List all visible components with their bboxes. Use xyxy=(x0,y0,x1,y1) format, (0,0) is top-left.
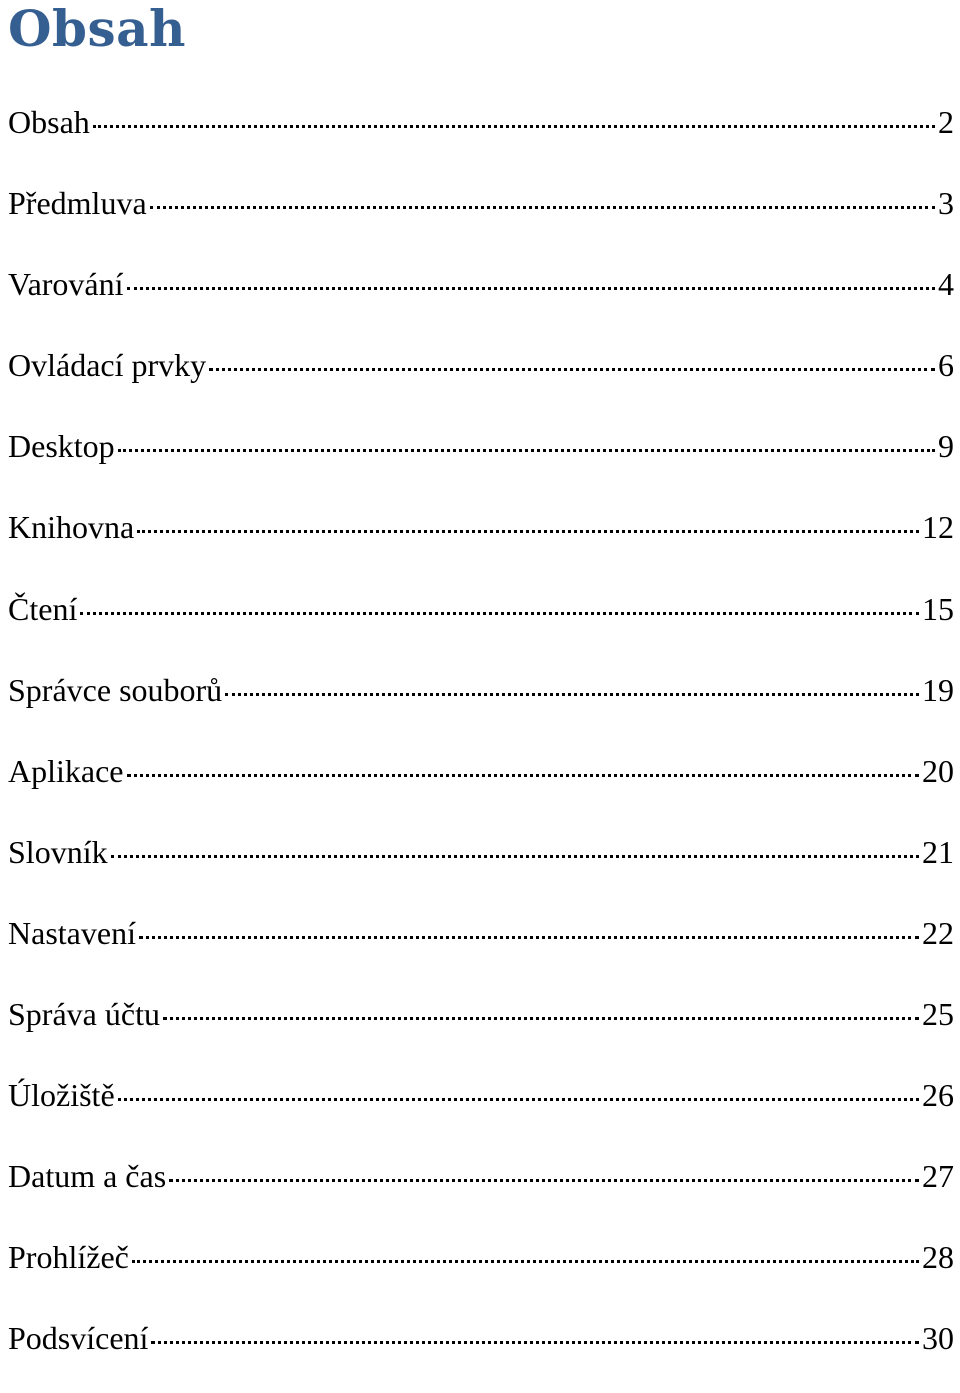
toc-entry-page: 30 xyxy=(922,1320,954,1357)
toc-dot-leader xyxy=(80,612,919,615)
toc-dot-leader xyxy=(118,449,935,452)
toc-entry[interactable] xyxy=(8,176,954,257)
toc-entry-title: Ovládací prvky xyxy=(8,347,207,384)
toc-dot-leader xyxy=(127,287,935,290)
toc-entry-page: 9 xyxy=(938,428,954,465)
toc-entry-title: Úložiště xyxy=(8,1077,115,1114)
toc-entry-title: Datum a čas xyxy=(8,1158,167,1195)
toc-entry[interactable] xyxy=(8,825,954,906)
toc-entry[interactable] xyxy=(8,744,954,825)
page-title: Obsah xyxy=(8,0,186,58)
toc-dot-leader xyxy=(150,206,935,209)
toc-entry-title: Prohlížeč xyxy=(8,1239,129,1276)
toc-entry-page: 15 xyxy=(922,590,954,627)
toc-entry-title: Podsvícení xyxy=(8,1320,149,1357)
toc-entry-page: 19 xyxy=(922,671,954,708)
toc-dot-leader xyxy=(132,1260,919,1263)
toc-entry-title: Slovník xyxy=(8,833,108,870)
toc-entry[interactable] xyxy=(8,95,954,176)
toc-dot-leader xyxy=(151,1341,919,1344)
toc-entry[interactable] xyxy=(8,663,954,744)
toc-entry-page: 25 xyxy=(922,996,954,1033)
toc-entry-page: 21 xyxy=(922,833,954,870)
toc-entry-page: 2 xyxy=(938,104,954,140)
toc-entry-title: Obsah xyxy=(8,104,90,140)
toc-dot-leader xyxy=(137,530,919,533)
toc-entry[interactable] xyxy=(8,338,954,419)
toc-entry-title: Aplikace xyxy=(8,752,124,789)
toc-entry-title: Knihovna xyxy=(8,509,135,546)
toc-dot-leader xyxy=(111,855,919,858)
toc-entry-page: 20 xyxy=(922,752,954,789)
toc-entry-page: 4 xyxy=(938,266,954,303)
toc-dot-leader xyxy=(139,936,919,939)
toc-entry-page: 28 xyxy=(922,1239,954,1276)
toc-entry[interactable] xyxy=(8,257,954,338)
toc-entry-title: Čtení xyxy=(8,590,78,627)
toc-entry[interactable] xyxy=(8,419,954,500)
toc-entry-title: Nastavení xyxy=(8,914,136,951)
toc-entry[interactable] xyxy=(8,582,954,663)
toc-dot-leader xyxy=(209,368,935,371)
toc-entry-page: 6 xyxy=(938,347,954,384)
toc-dot-leader xyxy=(225,693,919,696)
toc-entry[interactable] xyxy=(8,500,954,581)
toc-entry[interactable] xyxy=(8,1311,954,1392)
toc-entry-title: Varování xyxy=(8,266,124,303)
toc-entry-title: Desktop xyxy=(8,428,115,465)
toc-entry-title: Správa účtu xyxy=(8,996,160,1033)
toc-entry[interactable] xyxy=(8,1230,954,1311)
toc-entry-title: Správce souborů xyxy=(8,671,223,708)
toc-entry-page: 12 xyxy=(922,509,954,546)
toc-entry[interactable] xyxy=(8,1068,954,1149)
toc-dot-leader xyxy=(93,125,935,128)
toc-entry[interactable] xyxy=(8,987,954,1068)
toc-dot-leader xyxy=(127,774,920,777)
toc-entry-page: 26 xyxy=(922,1077,954,1114)
table-of-contents xyxy=(8,95,954,1393)
toc-dot-leader xyxy=(163,1017,919,1020)
toc-entry[interactable] xyxy=(8,906,954,987)
toc-entry-page: 22 xyxy=(922,914,954,951)
toc-entry-page: 3 xyxy=(938,185,954,222)
toc-entry-title: Předmluva xyxy=(8,185,147,222)
toc-dot-leader xyxy=(169,1179,919,1182)
toc-dot-leader xyxy=(118,1098,919,1101)
toc-entry-page: 27 xyxy=(922,1158,954,1195)
toc-entry[interactable] xyxy=(8,1149,954,1230)
